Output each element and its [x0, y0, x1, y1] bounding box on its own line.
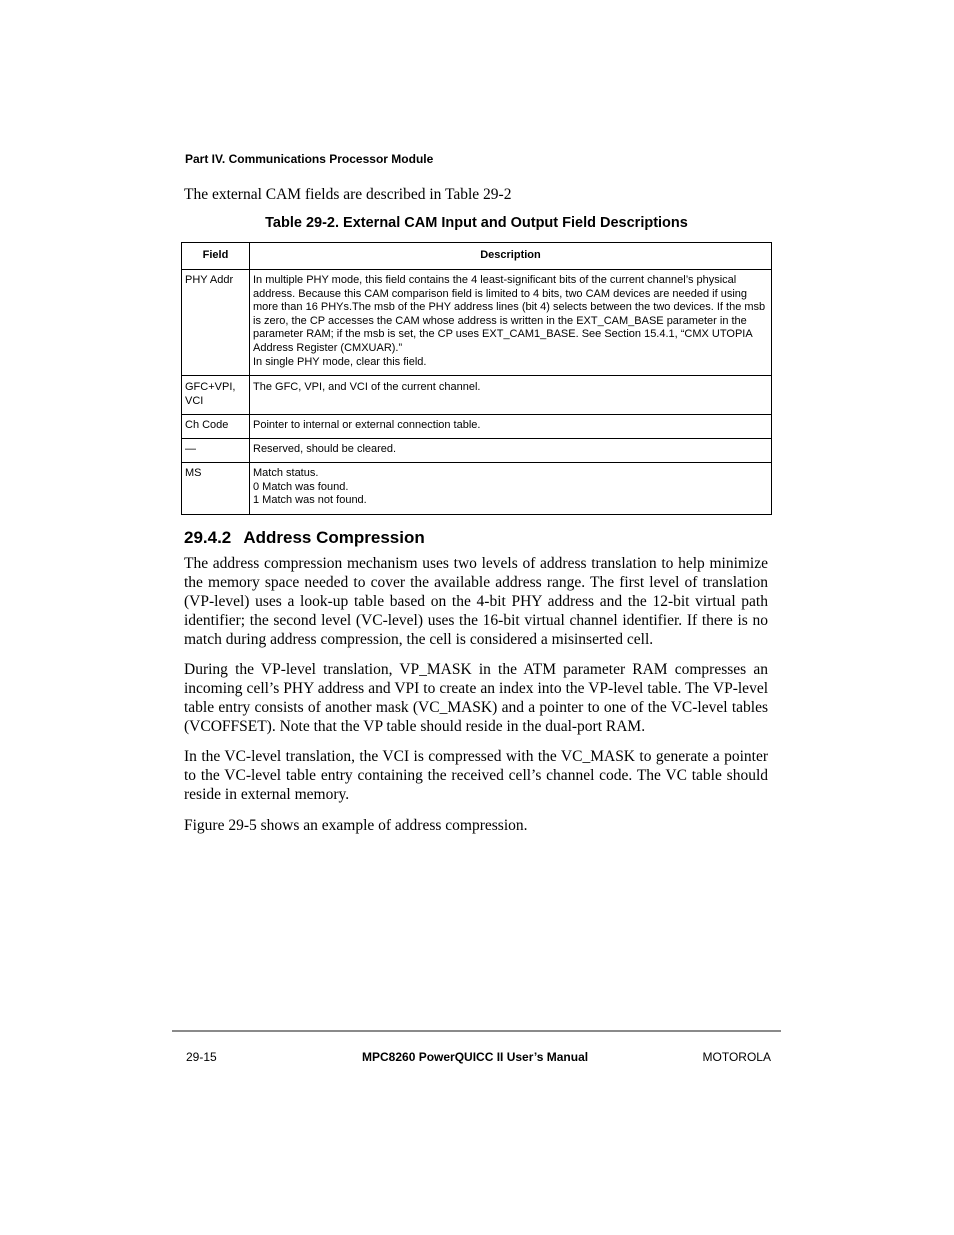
description-line: Pointer to internal or external connection table. — [253, 419, 481, 431]
table-row — [182, 415, 772, 439]
body-paragraph: The address compression mechanism uses two levels of address translation to help minimize the memory space needed to cover the available address range. The first level of translation (VP-level) uses a look-up table based on the 4-bit PHY address and the 12-bit virtual path identifier; the second level (VC-level) uses the 16-bit virtual channel identifier. If there is no match during address compression, the cell is considered a misinserted cell. — [184, 555, 768, 648]
body-paragraph: During the VP-level translation, VP_MASK in the ATM parameter RAM compresses an incoming cell’s PHY address and VPI to create an index into the VP-level table. The VP-level table entry consists of another mask (VC_MASK) and a pointer to one of the VC-level tables (VCOFFSET). Note that the VP table should reside in the dual-port RAM. — [184, 661, 768, 735]
description-cell — [250, 463, 772, 515]
section-heading — [184, 528, 425, 548]
table-header-row — [182, 243, 772, 270]
table-caption: Table 29-2. External CAM Input and Output Field Descriptions — [265, 215, 688, 231]
table-row — [182, 270, 772, 376]
footer-page-number: 29-15 — [186, 1050, 217, 1064]
body-paragraph: In the VC-level translation, the VCI is compressed with the VC_MASK to generate a pointer to the VC-level table entry containing the received cell’s channel code. The VC table should reside in external memory. — [184, 748, 768, 803]
intro-text: The external CAM fields are described in Table 29-2 — [184, 186, 512, 203]
section-number: 29.4.2 — [184, 528, 232, 547]
description-line: 1 Match was not found. — [253, 494, 367, 507]
footer-manual-title: MPC8260 PowerQUICC II User’s Manual — [362, 1050, 589, 1064]
description-cell — [250, 439, 772, 463]
body-paragraph: Figure 29-5 shows an example of address compression. — [184, 817, 528, 834]
description-line: In multiple PHY mode, this field contains the 4 least-significant bits of the current channel’s physical address. Because this CAM comparison field is limited to 4 bits, two CAM devices are needed if using more than 16 PHYs.The msb of the PHY address lines (bit 4) selects between the two devices. If the msb is zero, the CP accesses the CAM whose address is written in the EXT_CAM_BASE parameter in the parameter RAM; if the msb is set, the CP uses EXT_CAM1_BASE. See Section 15.4.1, “CMX UTOPIA Address Register (CMXUAR).” — [253, 274, 766, 354]
column-header-field: Field — [182, 243, 250, 270]
field-cell: Ch Code — [182, 415, 250, 439]
running-header: Part IV. Communications Processor Module — [185, 152, 434, 166]
field-cell: — — [182, 439, 250, 463]
table-row — [182, 439, 772, 463]
description-line: 0 Match was found. — [253, 480, 349, 493]
footer-company: MOTOROLA — [702, 1050, 771, 1064]
field-cell: GFC+VPI, VCI — [182, 376, 250, 415]
section-title: Address Compression — [243, 528, 425, 547]
table-row — [182, 463, 772, 515]
description-cell — [250, 270, 772, 376]
field-cell: MS — [182, 463, 250, 515]
table-row — [182, 376, 772, 415]
cam-field-table — [181, 242, 772, 515]
footer-divider — [172, 1030, 781, 1032]
description-line: Reserved, should be cleared. — [253, 443, 397, 455]
description-line: In single PHY mode, clear this field. — [253, 355, 427, 368]
description-line: Match status. — [253, 467, 319, 479]
description-cell — [250, 376, 772, 415]
field-cell: PHY Addr — [182, 270, 250, 376]
column-header-description: Description — [250, 243, 772, 270]
description-cell — [250, 415, 772, 439]
description-line: The GFC, VPI, and VCI of the current channel. — [253, 381, 481, 393]
